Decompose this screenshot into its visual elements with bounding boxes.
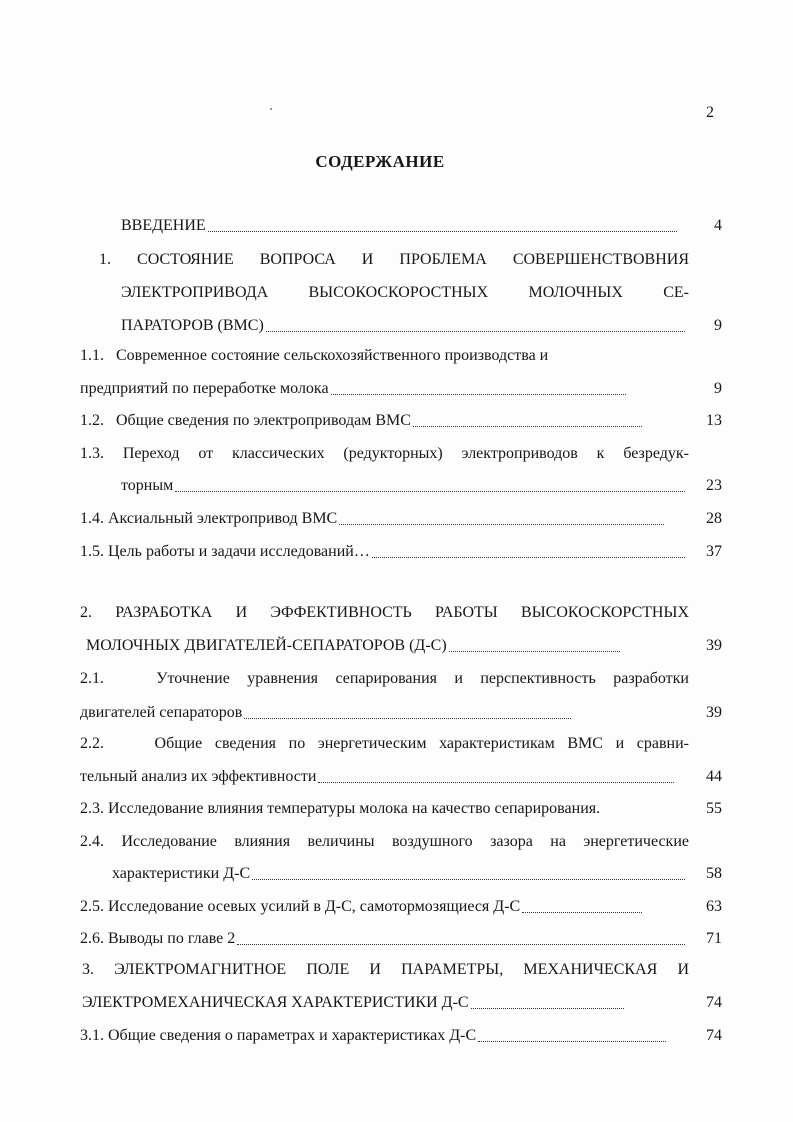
- toc-section-1-1-line-1: 1.1. Современное состояние сельскохозяйственного производства и: [80, 347, 549, 364]
- toc-section-1-5: [80, 542, 689, 562]
- toc-entry-text: двигателей сепараторов: [80, 704, 243, 721]
- toc-entry-text: предприятий по переработке молока: [80, 380, 329, 397]
- dot-leader: [175, 491, 685, 492]
- toc-section-1-3-line-1: 1.3. Переход от классических (редукторных) электроприводов к безредук-: [80, 445, 689, 462]
- toc-page-number: 39: [706, 704, 722, 721]
- toc-section-2-1-line-1: 2.1. Уточнение уравнения сепарирования и перспективность разработки: [80, 670, 689, 687]
- toc-page-number: 13: [706, 412, 722, 429]
- toc-chapter-1-line-1: 1. СОСТОЯНИЕ ВОПРОСА И ПРОБЛЕМА СОВЕРШЕНСТВОВНИЯ: [99, 251, 689, 268]
- dot-leader: [478, 1041, 666, 1042]
- toc-section-1-3-line-2: [121, 476, 689, 496]
- toc-page-number: 58: [706, 865, 722, 882]
- dot-leader: [522, 912, 642, 913]
- toc-entry-text: 2.6. Выводы по главе 2: [80, 930, 236, 947]
- dot-leader: [471, 1008, 624, 1009]
- toc-page-number: 28: [706, 510, 722, 527]
- toc-section-2-3: 2.3. Исследование влияния температуры молока на качество сепарирования.: [80, 800, 601, 817]
- toc-entry-text: 1.2. Общие сведения по электроприводам ВМС: [80, 412, 411, 429]
- toc-page-number: 37: [706, 543, 722, 560]
- toc-section-1-4: [80, 509, 668, 529]
- page-number: 2: [706, 104, 714, 121]
- toc-section-2-4-line-2: [112, 864, 689, 884]
- toc-entry-text: ПАРАТОРОВ (ВМС): [121, 317, 264, 334]
- toc-section-1-1-line-2: [80, 379, 630, 399]
- toc-page-number: 71: [706, 930, 722, 947]
- toc-section-2-6: [80, 929, 689, 949]
- toc-entry-text: МОЛОЧНЫХ ДВИГАТЕЛЕЙ-СЕПАРАТОРОВ (Д-С): [86, 637, 447, 654]
- dot-leader: [244, 718, 571, 719]
- toc-page-number: 55: [706, 800, 722, 817]
- toc-section-2-2-line-1: 2.2. Общие сведения по энергетическим характеристикам ВМС и сравни-: [80, 735, 689, 752]
- toc-section-2-5: [80, 897, 646, 917]
- dot-leader: [413, 426, 642, 427]
- toc-chapter-3-line-2: [82, 993, 628, 1013]
- toc-entry-text: 1.4. Аксиальный электропривод ВМС: [80, 510, 338, 527]
- toc-section-2-2-line-2: [80, 767, 678, 787]
- toc-page-number: 74: [706, 994, 722, 1011]
- toc-page-number: 23: [706, 477, 722, 494]
- dot-leader: [208, 231, 677, 232]
- toc-page-number: 39: [706, 637, 722, 654]
- toc-page-number: 44: [706, 768, 722, 785]
- toc-entry-text: торным: [121, 477, 174, 494]
- toc-section-2-1-line-2: [80, 703, 575, 723]
- toc-chapter-2-line-1: 2. РАЗРАБОТКА И ЭФФЕКТИВНОСТЬ РАБОТЫ ВЫСОКОСКОРСТНЫХ: [80, 604, 689, 621]
- toc-chapter-2-line-2: [86, 636, 624, 656]
- dot-leader: [252, 879, 685, 880]
- dot-leader: [449, 651, 620, 652]
- toc-chapter-1-line-2: ЭЛЕКТРОПРИВОДА ВЫСОКОСКОРОСТНЫХ МОЛОЧНЫХ СЕ-: [121, 284, 689, 301]
- toc-entry-text: 3.1. Общие сведения о параметрах и характеристиках Д-С: [80, 1027, 477, 1044]
- dot-leader: [339, 524, 664, 525]
- dot-leader: [372, 557, 685, 558]
- toc-entry-intro: [121, 216, 681, 236]
- toc-entry-text: ВВЕДЕНИЕ: [121, 217, 206, 234]
- dot-leader: [237, 944, 685, 945]
- toc-section-3-1: [80, 1026, 670, 1046]
- toc-page-number: 9: [714, 380, 722, 397]
- toc-entry-text: тельный анализ их эффективности: [80, 768, 317, 785]
- page-title: СОДЕРЖАНИЕ: [315, 152, 445, 171]
- toc-page-number: 4: [714, 217, 722, 234]
- toc-entry-text: 1.5. Цель работы и задачи исследований…: [80, 543, 370, 560]
- toc-page-number: 74: [706, 1027, 722, 1044]
- toc-section-2-4-line-1: 2.4. Исследование влияния величины воздушного зазора на энергетические: [80, 833, 689, 850]
- dot-leader: [266, 331, 685, 332]
- scan-speck: [270, 108, 272, 110]
- dot-leader: [318, 782, 674, 783]
- toc-page-number: 9: [714, 317, 722, 334]
- toc-entry-text: 2.5. Исследование осевых усилий в Д-С, самотормозящиеся Д-С: [80, 898, 521, 915]
- dot-leader: [331, 394, 626, 395]
- toc-chapter-3-line-1: 3. ЭЛЕКТРОМАГНИТНОЕ ПОЛЕ И ПАРАМЕТРЫ, МЕХАНИЧЕСКАЯ И: [82, 961, 689, 978]
- toc-page-number: 63: [706, 898, 722, 915]
- toc-entry-text: ЭЛЕКТРОМЕХАНИЧЕСКАЯ ХАРАКТЕРИСТИКИ Д-С: [82, 994, 469, 1011]
- toc-chapter-1-line-3: [121, 316, 689, 336]
- toc-entry-text: характеристики Д-С: [112, 865, 251, 882]
- toc-section-1-2: [80, 411, 646, 431]
